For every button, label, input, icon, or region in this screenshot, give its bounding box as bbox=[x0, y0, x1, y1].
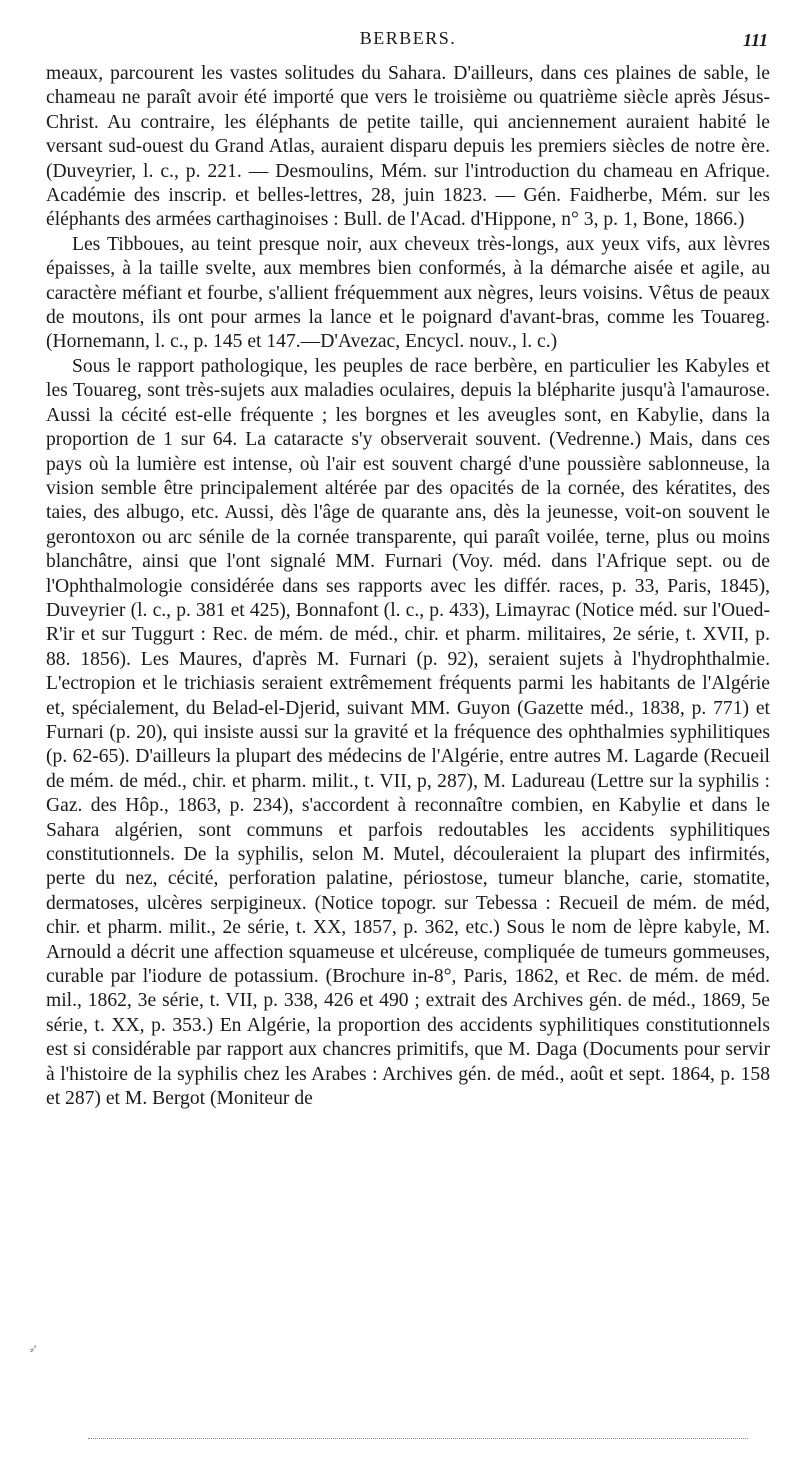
paragraph-camels-elephants: meaux, parcourent les vastes solitudes du Sahara. D'ailleurs, dans ces plaines de sable, le chameau ne paraît avoir été importé que vers le troisième ou quatrième siècle après Jésus-Christ. Au contraire, les éléphants de petite taille, qui anciennement auraient habité le versant sud-ouest du Grand Atlas, auraient disparu depuis les premiers siècles de notre ère. (Duveyrier, l. c., p. 221. — Desmoulins, Mém. sur l'introduction du chameau en Afrique. Académie des inscrip. et belles-lettres, 28, juin 1823. — Gén. Faidherbe, Mém. sur les éléphants des armées carthaginoises : Bull. de l'Acad. d'Hippone, n° 3, p. 1, Bone, 1866.) bbox=[46, 63, 770, 231]
running-title: BERBERS. bbox=[359, 28, 457, 48]
bottom-rule bbox=[88, 1438, 748, 1439]
stray-mark: ⸗' bbox=[30, 1342, 37, 1356]
body-text bbox=[46, 62, 770, 1111]
running-head bbox=[48, 28, 768, 56]
paragraph-pathology: Sous le rapport pathologique, les peuples de race berbère, en particulier les Kabyles et les Touareg, sont très-sujets aux maladies oculaires, depuis la blépharite jusqu'à l'amaurose. Aussi la cécité est-elle fréquente ; les borgnes et les aveugles sont, en Kabylie, dans la proportion de 1 sur 64. La cataracte s'y observerait souvent. (Vedrenne.) Mais, dans ces pays où la lumière est intense, où l'air est souvent chargé d'une poussière sablonneuse, la vision semble être principalement altérée par des opacités de la cornée, des kératites, des taies, des albugo, etc. Aussi, dès l'âge de quarante ans, dès la jeunesse, voit-on souvent le gerontoxon ou arc sénile de la cornée transparente, qui paraît voilée, terne, plus ou moins blanchâtre, ainsi que l'ont signalé MM. Furnari (Voy. méd. dans l'Afrique sept. ou de l'Ophthalmologie considérée dans ses rapports avec les différ. races, p. 33, Paris, 1845), Duveyrier (l. c., p. 381 et 425), Bonnafont (l. c., p. 433), Limayrac (Notice méd. sur l'Oued-R'ir et sur Tuggurt : Rec. de mém. de méd., chir. et pharm. militaires, 2e série, t. XVII, p. 88. 1856). Les Maures, d'après M. Furnari (p. 92), seraient sujets à l'hydrophthalmie. L'ectropion et le trichiasis seraient extrêmement fréquents parmi les habitants de l'Algérie et, spécialement, du Belad-el-Djerid, suivant MM. Guyon (Gazette méd., 1838, p. 771) et Furnari (p. 20), qui insiste aussi sur la gravité et la fréquence des ophthalmies syphilitiques (p. 62-65). D'ailleurs la plupart des médecins de l'Algérie, entre autres M. Lagarde (Recueil de mém. de méd., chir. et pharm. milit., t. VII, p, 287), M. Ladureau (Lettre sur la syphilis : Gaz. des Hôp., 1863, p. 234), s'accordent à reconnaître combien, en Kabylie et dans le Sahara algérien, sont communs et parfois redoutables les accidents syphilitiques constitutionnels. De la syphilis, selon M. Mutel, découleraient la plupart des infirmités, perte du nez, cécité, perforation palatine, périostose, tumeur blanche, carie, stomatite, dermatoses, ulcères serpigineux. (Notice topogr. sur Tebessa : Recueil de mém. de méd, chir. et pharm. milit., 2e série, t. XX, 1857, p. 362, etc.) Sous le nom de lèpre kabyle, M. Arnould a décrit une affection squameuse et ulcéreuse, compliquée de tumeurs gommeuses, curable par l'iodure de potassium. (Brochure in-8°, Paris, 1862, et Rec. de mém. de méd. mil., 1862, 3e série, t. VII, p. 338, 426 et 490 ; extrait des Archives gén. de méd., 1869, 5e série, t. XX, p. 353.) En Algérie, la proportion des accidents syphilitiques constitutionnels est si considérable par rapport aux chancres primitifs, que M. Daga (Documents pour servir à l'histoire de la syphilis chez les Arabes : Archives gén. de méd., août et sept. 1864, p. 158 et 287) et M. Bergot (Moniteur de bbox=[46, 355, 770, 1110]
paragraph-tibboues: Les Tibboues, au teint presque noir, aux cheveux très-longs, aux yeux vifs, aux lèvres épaisses, à la taille svelte, aux membres bien conformés, à la démarche aisée et agile, au caractère méfiant et fourbe, s'allient fréquemment aux nègres, leurs voisins. Vêtus de peaux de moutons, ils ont pour armes la lance et le poignard d'avant-bras, comme les Touareg. (Hornemann, l. c., p. 145 et 147.—D'Avezac, Encycl. nouv., l. c.) bbox=[46, 233, 770, 353]
page-number: 111 bbox=[742, 30, 768, 50]
